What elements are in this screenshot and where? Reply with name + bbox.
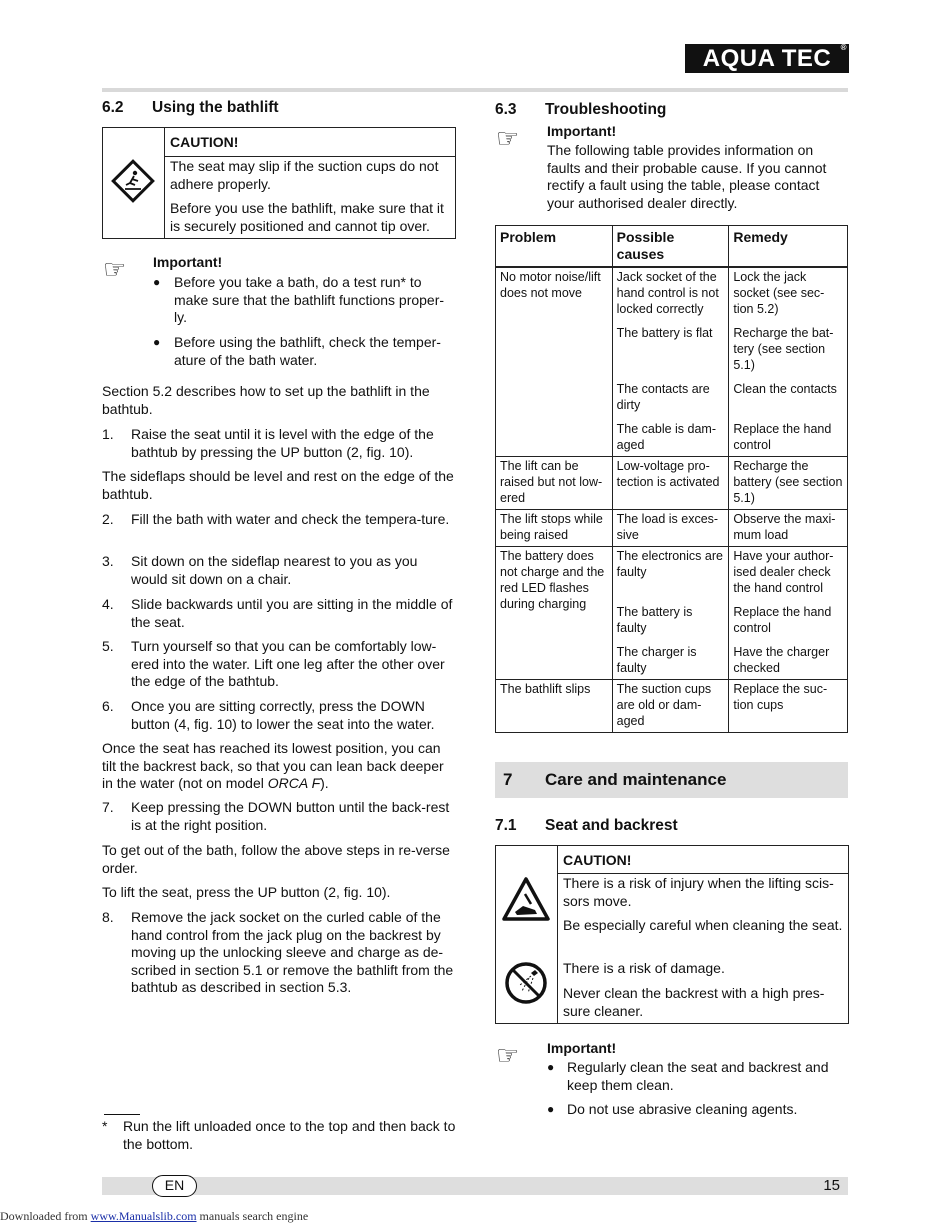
caution-text-4: Never clean the backrest with a high pres-sure cleaner. — [563, 985, 825, 1019]
remedy-cell: Replace the hand control — [729, 599, 848, 639]
footer-band — [102, 1177, 848, 1195]
table-row — [496, 547, 848, 600]
cause-cell: The load is exces-sive — [612, 510, 729, 547]
important-title: Important! — [547, 1040, 617, 1056]
caution-text-2: Be especially careful when cleaning the seat. — [563, 917, 843, 933]
sideflaps-paragraph: The sideflaps should be level and rest on the edge of the bathtub. — [102, 468, 454, 502]
important-title: Important! — [153, 254, 223, 270]
step-8: 8. Remove the jack socket on the curled cable of the hand control from the jack plug on the backrest by moving up the unlocking sleeve and charge as de-scribed in section 5.1 or remove the bathlift from the bathtub as described in section 5.3. — [102, 909, 454, 995]
lift-seat-paragraph: To lift the seat, press the UP button (2, fig. 10). — [102, 884, 391, 900]
step-2: 2. Fill the bath with water and check the tempera-ture. — [102, 511, 450, 527]
caution-text-1: There is a risk of injury when the lifting scis-sors move. — [563, 875, 834, 909]
cause-cell: Low-voltage pro-tection is activated — [612, 457, 729, 510]
remedy-cell: Have the charger checked — [729, 639, 848, 680]
step-4: 4. Slide backwards until you are sitting in the middle of the seat. — [102, 596, 453, 630]
section-heading-6-2: 6.2 Using the bathlift — [102, 99, 279, 116]
caution-text-3: There is a risk of damage. — [563, 960, 725, 976]
brand-logo: AQUA TEC ® — [685, 44, 849, 73]
header-remedy: Remedy — [729, 226, 848, 268]
table-row — [496, 680, 848, 733]
model-name: ORCA F — [267, 775, 321, 791]
remedy-cell: Lock the jack socket (see sec-tion 5.2) — [729, 267, 848, 320]
remedy-cell: Recharge the battery (see section 5.1) — [729, 457, 848, 510]
cause-cell: The suction cups are old or dam-aged — [612, 680, 729, 733]
important-text: The following table provides information on faults and their probable cause. If you cannot rectify a fault using the table, please contact your authorised dealer directly. — [547, 142, 827, 211]
cause-cell: The battery is faulty — [612, 599, 729, 639]
remedy-cell: Have your author-ised dealer check the hand control — [729, 547, 848, 600]
get-out-paragraph: To get out of the bath, follow the above steps in re-verse order. — [102, 842, 450, 876]
section-heading-7-1: 7.1 Seat and backrest — [495, 817, 678, 834]
problem-cell: The bathlift slips — [496, 680, 613, 733]
cause-cell: The electronics are faulty — [612, 547, 729, 600]
section-heading-6-3: 6.3 Troubleshooting — [495, 101, 667, 118]
caution-title: CAUTION! — [563, 852, 632, 868]
download-notice: Downloaded from www.Manualslib.com manuals search engine — [0, 1209, 309, 1223]
table-row — [496, 267, 848, 320]
caution-box-cleaning — [495, 845, 849, 1024]
intro-paragraph: Section 5.2 describes how to set up the bathlift in the bathtub. — [102, 383, 430, 417]
problem-cell: The lift can be raised but not low-ered — [496, 457, 613, 510]
remedy-cell: Observe the maxi-mum load — [729, 510, 848, 547]
no-pressure-washer-icon — [504, 961, 548, 1005]
table-header-row — [496, 226, 848, 268]
remedy-cell: Replace the suc-tion cups — [729, 680, 848, 733]
cause-cell: The charger is faulty — [612, 639, 729, 680]
header-problem: Problem — [496, 226, 613, 268]
problem-cell: No motor noise/lift does not move — [496, 267, 613, 457]
problem-cell: The lift stops while being raised — [496, 510, 613, 547]
lowest-position-paragraph: Once the seat has reached its lowest position, you can tilt the backrest back, so that you can lean back deeper in the water (not on model ORCA F). — [102, 740, 444, 791]
remedy-cell: Replace the hand control — [729, 416, 848, 457]
table-row — [496, 457, 848, 510]
cause-cell: The battery is flat — [612, 320, 729, 376]
problem-cell: The battery does not charge and the red LED flashes during charging — [496, 547, 613, 680]
table-row — [496, 510, 848, 547]
footnote: * Run the lift unloaded once to the top and then back to the bottom. — [102, 1118, 456, 1152]
language-badge: EN — [152, 1175, 197, 1197]
pointing-hand-icon: ☞ — [496, 123, 520, 153]
caution-text-2: Before you use the bathlift, make sure that it is securely positioned and cannot tip over. — [170, 200, 444, 234]
step-3: 3. Sit down on the sideflap nearest to you as you would sit down on a chair. — [102, 553, 418, 587]
header-possible-causes: Possible causes — [612, 226, 729, 268]
pointing-hand-icon: ☞ — [496, 1040, 520, 1070]
footnote-rule — [104, 1114, 140, 1115]
manualslib-link[interactable]: www.Manualslib.com — [90, 1209, 197, 1223]
caution-text-1: The seat may slip if the suction cups do not adhere properly. — [170, 158, 439, 192]
slip-warning-icon — [111, 159, 155, 203]
important-bullet-2: ● Before using the bathlift, check the temper-ature of the bath water. — [153, 334, 441, 368]
important-bullet-2: ● Do not use abrasive cleaning agents. — [547, 1101, 798, 1117]
hand-crush-warning-icon — [501, 876, 551, 922]
remedy-cell: Clean the contacts — [729, 376, 848, 416]
important-bullet-1: ● Regularly clean the seat and backrest and keep them clean. — [547, 1059, 829, 1093]
important-bullet-1: ● Before you take a bath, do a test run* to make sure that the bathlift functions proper-ly. — [153, 274, 445, 325]
cause-cell: Jack socket of the hand control is not locked correctly — [612, 267, 729, 320]
page-number: 15 — [823, 1177, 840, 1194]
caution-title: CAUTION! — [170, 134, 239, 150]
section-heading-7: 7 Care and maintenance — [495, 762, 848, 798]
header-rule — [102, 88, 848, 92]
cause-cell: The cable is dam-aged — [612, 416, 729, 457]
troubleshooting-table — [495, 225, 848, 733]
step-1: 1. Raise the seat until it is level with the edge of the bathtub by pressing the UP button (2, fig. 10). — [102, 426, 434, 460]
important-title: Important! — [547, 123, 617, 139]
pointing-hand-icon: ☞ — [103, 254, 127, 284]
remedy-cell: Recharge the bat-tery (see section 5.1) — [729, 320, 848, 376]
cause-cell: The contacts are dirty — [612, 376, 729, 416]
step-7: 7. Keep pressing the DOWN button until the back-rest is at the right position. — [102, 799, 450, 833]
step-6: 6. Once you are sitting correctly, press the DOWN button (4, fig. 10) to lower the seat into the water. — [102, 698, 435, 732]
caution-box-slip — [102, 127, 456, 239]
step-5: 5. Turn yourself so that you can be comfortably low-ered into the water. Lift one leg after the other over the edge of the bathtub. — [102, 638, 445, 689]
